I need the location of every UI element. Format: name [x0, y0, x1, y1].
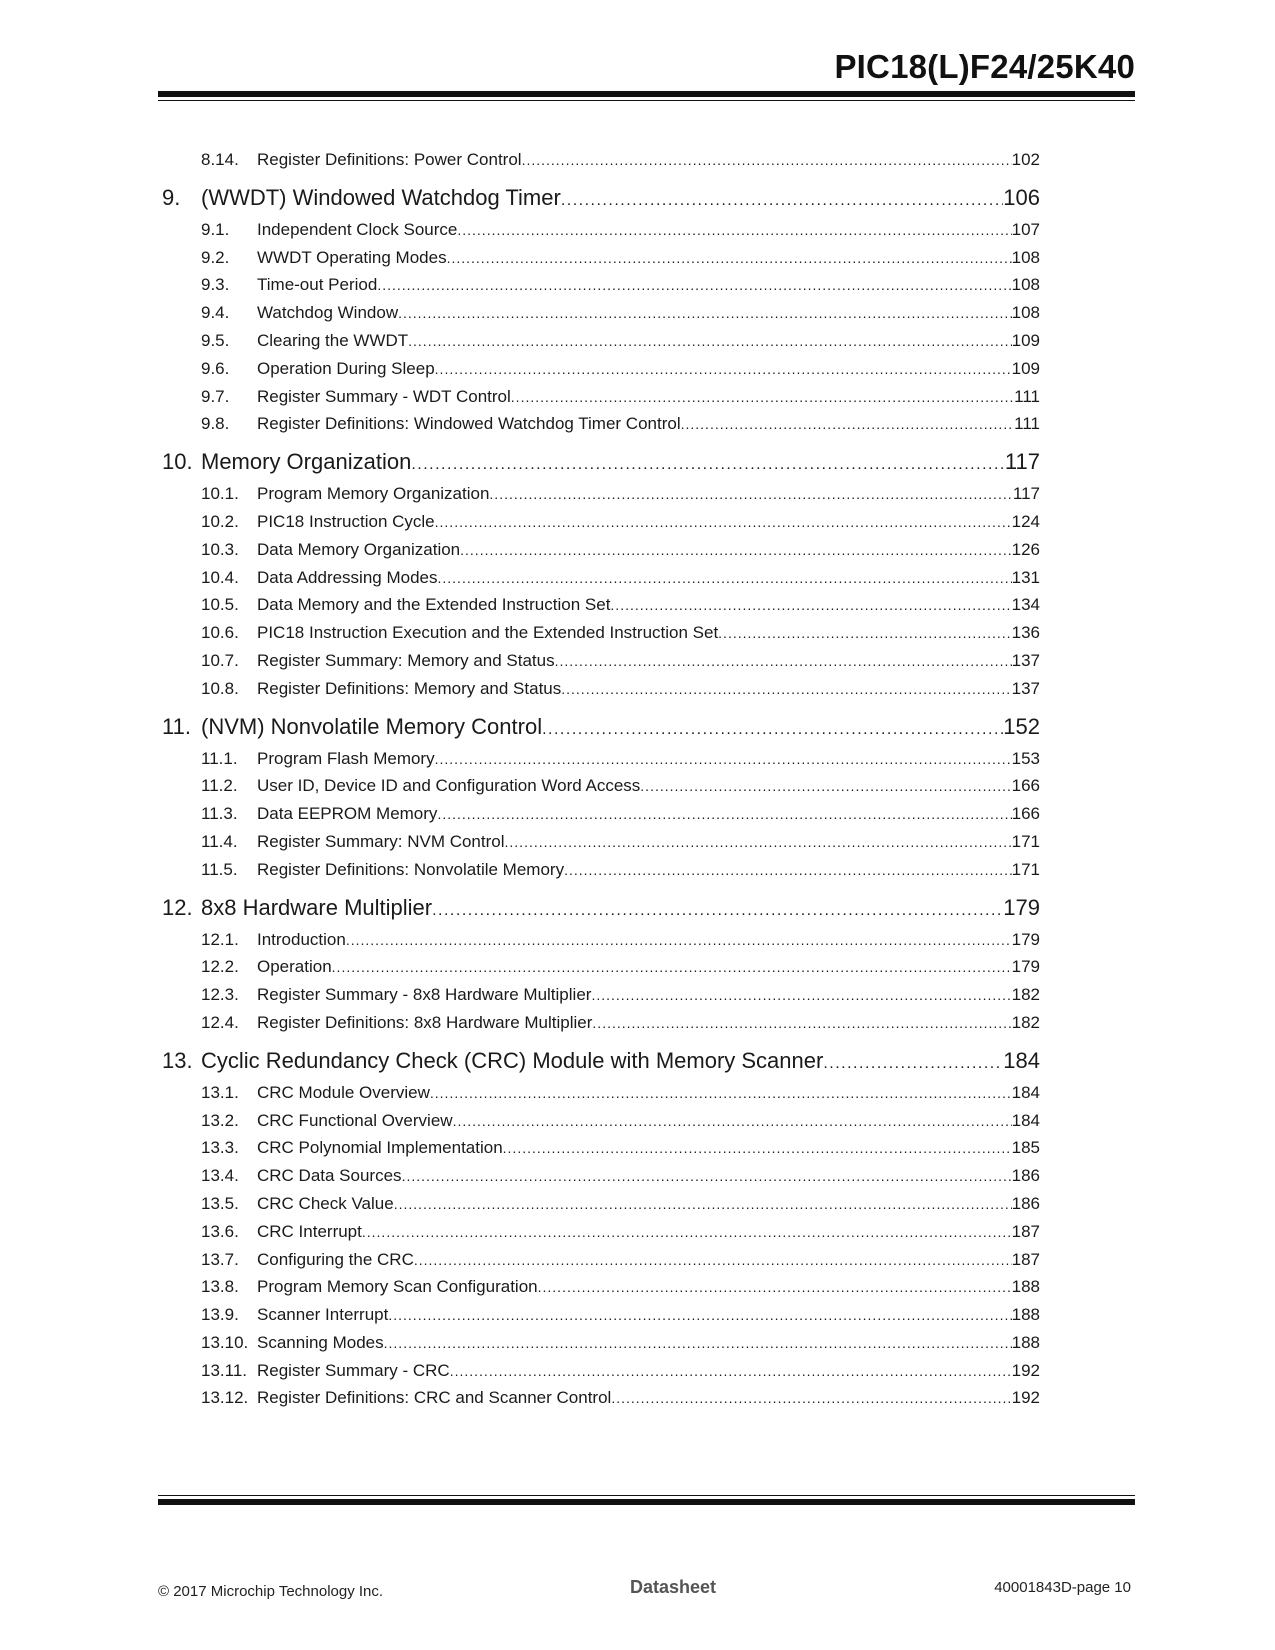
- toc-section-entry[interactable]: [162, 1329, 1040, 1357]
- toc-section-entry[interactable]: [162, 647, 1040, 675]
- toc-entry-number: 10.: [162, 449, 193, 475]
- toc-entry-page-number: 171: [1011, 831, 1040, 851]
- toc-section-entry[interactable]: [162, 772, 1040, 800]
- toc-entry-number: 13.10.: [201, 1332, 249, 1352]
- toc-entry-page-number: 106: [1003, 184, 1040, 210]
- toc-section-entry[interactable]: [162, 745, 1040, 773]
- toc-dot-leader: [542, 711, 1003, 746]
- toc-entry-number: 12.: [162, 894, 193, 920]
- toc-entry-title: Independent Clock Source: [257, 219, 458, 239]
- toc-entry-title: Register Definitions: CRC and Scanner Control: [257, 1388, 612, 1408]
- toc-entry-number: 10.3.: [201, 539, 239, 559]
- toc-entry-title: Time-out Period: [257, 275, 378, 295]
- toc-entry-page-number: 184: [1003, 1047, 1040, 1073]
- toc-dot-leader: [511, 383, 1014, 412]
- toc-dot-leader: [681, 410, 1015, 439]
- toc-entry-page-number: 153: [1011, 748, 1040, 768]
- toc-entry-page-number: 192: [1011, 1360, 1040, 1380]
- toc-section-entry[interactable]: [162, 480, 1040, 508]
- toc-entry-title: Program Memory Scan Configuration: [257, 1277, 538, 1297]
- toc-chapter-entry[interactable]: [162, 1045, 1040, 1077]
- toc-entry-number: 11.3.: [201, 804, 238, 824]
- toc-entry-title: PIC18 Instruction Execution and the Extended Instruction Set: [257, 623, 719, 643]
- toc-dot-leader: [435, 508, 1012, 537]
- toc-dot-leader: [457, 216, 1011, 245]
- toc-entry-title: Data Memory Organization: [257, 539, 461, 559]
- toc-dot-leader: [377, 271, 1011, 300]
- toc-section-entry[interactable]: [162, 410, 1040, 438]
- toc-entry-number: 8.14.: [201, 150, 239, 169]
- toc-section-entry[interactable]: [162, 216, 1040, 244]
- toc-entry-page-number: 131: [1011, 567, 1040, 587]
- toc-entry-number: 13.8.: [201, 1277, 239, 1297]
- toc-entry-page-number: 188: [1011, 1332, 1040, 1352]
- toc-entry-title: 8x8 Hardware Multiplier: [201, 894, 433, 920]
- toc-entry-title: Register Summary: NVM Control: [257, 831, 505, 851]
- toc-entry-page-number: 137: [1011, 678, 1040, 698]
- toc-entry-number: 10.4.: [201, 567, 239, 587]
- toc-section-entry[interactable]: [162, 1162, 1040, 1190]
- toc-chapter-entry[interactable]: [162, 446, 1040, 478]
- toc-entry-number: 11.5.: [201, 859, 238, 879]
- toc-dot-leader: [332, 953, 1012, 982]
- toc-section-entry[interactable]: [162, 327, 1040, 355]
- toc-dot-leader: [489, 480, 1012, 509]
- toc-entry-title: WWDT Operating Modes: [257, 247, 447, 267]
- page-reference: 40001843D-page 10: [994, 1579, 1131, 1596]
- toc-entry-number: 10.2.: [201, 511, 239, 531]
- header-rule-thin: [158, 100, 1135, 101]
- header-rule-thick: [158, 91, 1135, 97]
- toc-section-entry[interactable]: [162, 1009, 1040, 1037]
- toc-section-entry[interactable]: [162, 1190, 1040, 1218]
- toc-dot-leader: [592, 1009, 1011, 1038]
- toc-chapter-entry[interactable]: [162, 711, 1040, 743]
- toc-entry-page-number: 102: [1011, 150, 1040, 169]
- toc-section-entry[interactable]: [162, 1134, 1040, 1162]
- toc-entry-page-number: 117: [1004, 449, 1040, 475]
- toc-entry-number: 13.4.: [201, 1166, 239, 1186]
- toc-entry-page-number: 185: [1011, 1138, 1040, 1158]
- toc-dot-leader: [435, 355, 1012, 384]
- toc-entry-title: CRC Data Sources: [257, 1166, 402, 1186]
- toc-section-entry[interactable]: [162, 1273, 1040, 1301]
- toc-entry-title: Data Addressing Modes: [257, 567, 438, 587]
- toc-dot-leader: [564, 856, 1012, 885]
- toc-entry-number: 13.12.: [201, 1388, 249, 1408]
- toc-section-entry[interactable]: [162, 953, 1040, 981]
- toc-dot-leader: [411, 446, 1005, 481]
- toc-dot-leader: [398, 299, 1012, 328]
- toc-dot-leader: [435, 745, 1012, 774]
- toc-entry-number: 10.6.: [201, 623, 239, 643]
- copyright-notice: © 2017 Microchip Technology Inc.: [158, 1583, 384, 1600]
- toc-entry-title: Introduction: [257, 929, 346, 949]
- toc-section-entry[interactable]: [162, 244, 1040, 272]
- toc-section-entry[interactable]: [162, 1246, 1040, 1274]
- toc-entry-title: Cyclic Redundancy Check (CRC) Module with Memory Scanner: [201, 1047, 824, 1073]
- toc-entry-number: 10.8.: [201, 678, 239, 698]
- toc-chapter-entry[interactable]: [162, 892, 1040, 924]
- toc-dot-leader: [438, 564, 1012, 593]
- toc-entry-page-number: 179: [1011, 957, 1040, 977]
- toc-dot-leader: [414, 1246, 1012, 1275]
- toc-entry-title: Data Memory and the Extended Instruction Set: [257, 595, 611, 615]
- toc-entry-title: CRC Polynomial Implementation: [257, 1138, 503, 1158]
- toc-dot-leader: [450, 1357, 1012, 1386]
- toc-entry-number: 13.7.: [201, 1249, 239, 1269]
- toc-dot-leader: [505, 828, 1012, 857]
- table-of-contents: [162, 146, 1040, 1412]
- toc-dot-leader: [346, 926, 1012, 955]
- toc-entry-number: 9.1.: [201, 219, 230, 239]
- toc-dot-leader: [561, 675, 1011, 704]
- toc-entry-title: Program Memory Organization: [257, 484, 490, 504]
- toc-entry-title: (WWDT) Windowed Watchdog Timer: [201, 184, 561, 210]
- toc-entry-title: CRC Check Value: [257, 1193, 394, 1213]
- toc-dot-leader: [503, 1134, 1012, 1163]
- toc-entry-title: (NVM) Nonvolatile Memory Control: [201, 713, 543, 739]
- toc-entry-title: Operation: [257, 957, 332, 977]
- footer-rule-thick: [158, 1499, 1135, 1505]
- toc-dot-leader: [611, 1384, 1011, 1413]
- toc-entry-title: Program Flash Memory: [257, 748, 435, 768]
- document-type-label: Datasheet: [630, 1577, 717, 1597]
- toc-entry-number: 12.1.: [201, 929, 239, 949]
- toc-entry-title: PIC18 Instruction Cycle: [257, 511, 435, 531]
- toc-entry-number: 9.5.: [201, 330, 230, 350]
- toc-entry-title: Scanning Modes: [257, 1332, 384, 1352]
- toc-entry-number: 9.2.: [201, 247, 230, 267]
- toc-entry-page-number: 184: [1011, 1110, 1040, 1130]
- toc-entry-number: 13.6.: [201, 1221, 239, 1241]
- toc-entry-page-number: 134: [1011, 595, 1040, 615]
- toc-entry-number: 13.3.: [201, 1138, 239, 1158]
- toc-section-entry[interactable]: [162, 1384, 1040, 1412]
- toc-entry-number: 12.3.: [201, 985, 239, 1005]
- toc-section-entry[interactable]: [162, 828, 1040, 856]
- toc-section-entry[interactable]: [162, 299, 1040, 327]
- toc-entry-page-number: 109: [1011, 330, 1040, 350]
- toc-entry-page-number: 179: [1003, 894, 1040, 920]
- toc-section-entry[interactable]: [162, 1107, 1040, 1135]
- toc-entry-title: Memory Organization: [201, 449, 412, 475]
- toc-entry-page-number: 117: [1012, 484, 1040, 504]
- toc-entry-title: Operation During Sleep: [257, 358, 435, 378]
- toc-section-entry[interactable]: [162, 508, 1040, 536]
- toc-dot-leader: [430, 1079, 1012, 1108]
- toc-entry-page-number: 184: [1011, 1082, 1040, 1102]
- toc-dot-leader: [388, 1301, 1011, 1330]
- toc-dot-leader: [522, 146, 1012, 175]
- toc-dot-leader: [384, 1329, 1012, 1358]
- toc-entry-title: Data EEPROM Memory: [257, 804, 438, 824]
- toc-dot-leader: [538, 1273, 1012, 1302]
- toc-entry-number: 9.6.: [201, 358, 230, 378]
- toc-entry-number: 11.4.: [201, 831, 238, 851]
- toc-entry-page-number: 166: [1011, 776, 1040, 796]
- toc-entry-title: Register Summary: Memory and Status: [257, 650, 555, 670]
- toc-entry-title: Register Summary - CRC: [257, 1360, 450, 1380]
- toc-entry-number: 11.1.: [201, 748, 238, 768]
- toc-dot-leader: [555, 647, 1012, 676]
- toc-entry-number: 10.7.: [201, 650, 239, 670]
- toc-dot-leader: [402, 1162, 1012, 1191]
- toc-section-entry[interactable]: [162, 564, 1040, 592]
- toc-entry-page-number: 111: [1014, 414, 1040, 434]
- toc-section-entry[interactable]: [162, 1079, 1040, 1107]
- toc-entry-title: Register Summary - WDT Control: [257, 386, 511, 406]
- toc-dot-leader: [823, 1045, 1003, 1080]
- toc-dot-leader: [561, 182, 1003, 217]
- toc-entry-page-number: 187: [1011, 1221, 1040, 1241]
- toc-section-entry[interactable]: [162, 675, 1040, 703]
- footer-rule-thin: [158, 1495, 1135, 1496]
- toc-section-entry[interactable]: [162, 619, 1040, 647]
- toc-entry-title: Register Summary - 8x8 Hardware Multiplier: [257, 985, 592, 1005]
- toc-entry-number: 9.7.: [201, 386, 230, 406]
- toc-entry-page-number: 188: [1011, 1305, 1040, 1325]
- toc-section-entry[interactable]: [162, 926, 1040, 954]
- toc-entry-number: 13.2.: [201, 1110, 239, 1130]
- toc-entry-number: 13.5.: [201, 1193, 239, 1213]
- toc-entry-number: 13.11.: [201, 1360, 248, 1380]
- toc-dot-leader: [610, 591, 1011, 620]
- toc-section-entry[interactable]: [162, 536, 1040, 564]
- toc-entry-number: 10.5.: [201, 595, 239, 615]
- toc-entry-page-number: 182: [1011, 1012, 1040, 1032]
- toc-entry-page-number: 137: [1011, 650, 1040, 670]
- toc-section-entry[interactable]: [162, 271, 1040, 299]
- toc-entry-number: 11.: [162, 713, 191, 739]
- toc-dot-leader: [408, 327, 1011, 356]
- toc-entry-page-number: 186: [1011, 1193, 1040, 1213]
- toc-entry-title: Watchdog Window: [257, 303, 399, 323]
- toc-entry-title: Register Definitions: Power Control: [257, 150, 522, 169]
- toc-section-entry[interactable]: [162, 800, 1040, 828]
- toc-section-entry[interactable]: [162, 146, 1040, 174]
- toc-entry-page-number: 108: [1011, 275, 1040, 295]
- toc-dot-leader: [718, 619, 1011, 648]
- toc-entry-title: Register Definitions: 8x8 Hardware Multiplier: [257, 1012, 593, 1032]
- toc-entry-page-number: 107: [1011, 219, 1040, 239]
- toc-entry-number: 13.9.: [201, 1305, 239, 1325]
- document-title: PIC18(L)F24/25K40: [834, 48, 1135, 85]
- toc-entry-title: User ID, Device ID and Configuration Word Access: [257, 776, 641, 796]
- toc-entry-page-number: 192: [1011, 1388, 1040, 1408]
- toc-dot-leader: [447, 244, 1012, 273]
- toc-entry-page-number: 171: [1011, 859, 1040, 879]
- toc-entry-number: 12.2.: [201, 957, 239, 977]
- toc-section-entry[interactable]: [162, 981, 1040, 1009]
- toc-dot-leader: [362, 1218, 1012, 1247]
- toc-entry-number: 9.8.: [201, 414, 230, 434]
- toc-section-entry[interactable]: [162, 856, 1040, 884]
- toc-entry-page-number: 166: [1011, 804, 1040, 824]
- toc-entry-page-number: 109: [1011, 358, 1040, 378]
- toc-entry-page-number: 179: [1011, 929, 1040, 949]
- toc-dot-leader: [432, 892, 1003, 927]
- toc-entry-page-number: 124: [1011, 511, 1040, 531]
- toc-entry-page-number: 136: [1011, 623, 1040, 643]
- toc-entry-page-number: 152: [1003, 713, 1040, 739]
- toc-section-entry[interactable]: [162, 1357, 1040, 1385]
- toc-entry-number: 9.3.: [201, 275, 230, 295]
- toc-dot-leader: [640, 772, 1011, 801]
- toc-entry-title: Configuring the CRC: [257, 1249, 414, 1269]
- toc-dot-leader: [453, 1107, 1012, 1136]
- toc-entry-title: Clearing the WWDT: [257, 330, 409, 350]
- toc-chapter-entry[interactable]: [162, 182, 1040, 214]
- toc-entry-title: Scanner Interrupt: [257, 1305, 389, 1325]
- toc-section-entry[interactable]: [162, 1218, 1040, 1246]
- toc-entry-number: 9.: [162, 184, 181, 210]
- toc-entry-page-number: 186: [1011, 1166, 1040, 1186]
- toc-entry-title: CRC Functional Overview: [257, 1110, 453, 1130]
- toc-entry-page-number: 111: [1014, 386, 1040, 406]
- toc-entry-number: 11.2.: [201, 776, 238, 796]
- toc-entry-page-number: 182: [1011, 985, 1040, 1005]
- toc-entry-number: 9.4.: [201, 303, 230, 323]
- toc-dot-leader: [394, 1190, 1012, 1219]
- toc-section-entry[interactable]: [162, 1301, 1040, 1329]
- toc-entry-page-number: 108: [1011, 303, 1040, 323]
- toc-section-entry[interactable]: [162, 591, 1040, 619]
- toc-entry-page-number: 126: [1011, 539, 1040, 559]
- toc-entry-page-number: 188: [1011, 1277, 1040, 1297]
- toc-dot-leader: [460, 536, 1011, 565]
- toc-entry-title: Register Definitions: Memory and Status: [257, 678, 562, 698]
- toc-section-entry[interactable]: [162, 383, 1040, 411]
- toc-entry-title: CRC Module Overview: [257, 1082, 430, 1102]
- toc-entry-number: 12.4.: [201, 1012, 239, 1032]
- toc-entry-number: 10.1.: [201, 484, 239, 504]
- toc-section-entry[interactable]: [162, 355, 1040, 383]
- toc-entry-page-number: 108: [1011, 247, 1040, 267]
- toc-entry-number: 13.: [162, 1047, 193, 1073]
- toc-entry-title: Register Definitions: Windowed Watchdog Timer Control: [257, 414, 681, 434]
- toc-entry-title: CRC Interrupt: [257, 1221, 362, 1241]
- toc-dot-leader: [591, 981, 1011, 1010]
- toc-dot-leader: [437, 800, 1011, 829]
- toc-entry-title: Register Definitions: Nonvolatile Memory: [257, 859, 565, 879]
- toc-entry-number: 13.1.: [201, 1082, 239, 1102]
- toc-entry-page-number: 187: [1011, 1249, 1040, 1269]
